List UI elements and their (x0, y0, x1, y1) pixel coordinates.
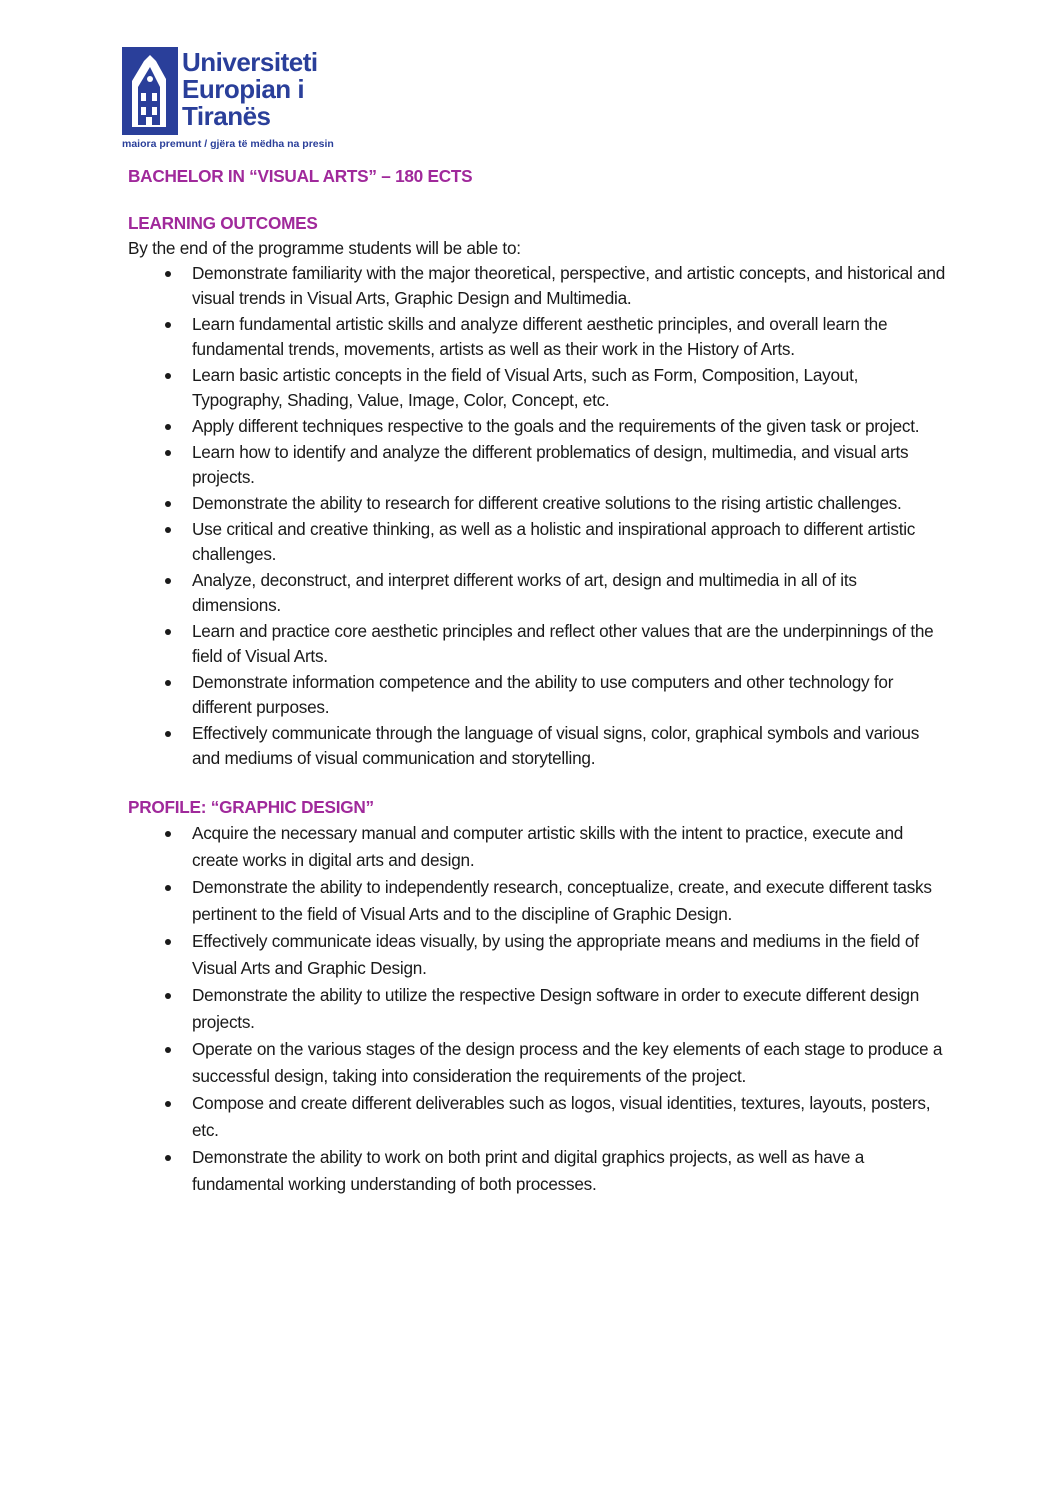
list-item: Effectively communicate through the language of visual signs, color, graphical symbols and various and mediums of visual communication and storytelling. (128, 721, 948, 771)
logo-wordmark (182, 49, 318, 130)
list-item: Learn and practice core aesthetic principles and reflect other values that are the underpinnings of the field of Visual Arts. (128, 619, 948, 669)
list-item: Demonstrate the ability to work on both print and digital graphics projects, as well as have a fundamental working understanding of both processes. (128, 1144, 948, 1198)
profile-list (128, 820, 948, 1198)
profile-heading: PROFILE: “GRAPHIC DESIGN” (128, 797, 374, 817)
programme-title: BACHELOR IN “VISUAL ARTS” – 180 ECTS (128, 166, 473, 186)
logo-line-1: Universiteti (182, 47, 318, 77)
list-item: Use critical and creative thinking, as well as a holistic and inspirational approach to different artistic challenges. (128, 517, 948, 567)
learning-outcomes-heading: LEARNING OUTCOMES (128, 213, 318, 233)
list-item: Effectively communicate ideas visually, by using the appropriate means and mediums in the field of Visual Arts and Graphic Design. (128, 928, 948, 982)
list-item: Acquire the necessary manual and computer artistic skills with the intent to practice, execute and create works in digital arts and design. (128, 820, 948, 874)
list-item: Analyze, deconstruct, and interpret different works of art, design and multimedia in all of its dimensions. (128, 568, 948, 618)
logo-line-3: Tiranës (182, 101, 271, 131)
learning-outcomes-intro: By the end of the programme students will be able to: (128, 238, 521, 258)
list-item: Demonstrate the ability to utilize the respective Design software in order to execute different design projects. (128, 982, 948, 1036)
list-item: Operate on the various stages of the design process and the key elements of each stage to produce a successful design, taking into consideration the requirements of the project. (128, 1036, 948, 1090)
list-item: Learn how to identify and analyze the different problematics of design, multimedia, and visual arts projects. (128, 440, 948, 490)
list-item: Learn basic artistic concepts in the field of Visual Arts, such as Form, Composition, Layout, Typography, Shading, Value, Image, Color, Concept, etc. (128, 363, 948, 413)
list-item: Demonstrate the ability to research for different creative solutions to the rising artistic challenges. (128, 491, 948, 516)
list-item: Apply different techniques respective to the goals and the requirements of the given task or project. (128, 414, 948, 439)
learning-outcomes-list (128, 261, 948, 771)
logo-line-2: Europian i (182, 74, 305, 104)
list-item: Learn fundamental artistic skills and analyze different aesthetic principles, and overall learn the fundamental trends, movements, artists as well as their work in the History of Arts. (128, 312, 948, 362)
list-item: Demonstrate the ability to independently research, conceptualize, create, and execute different tasks pertinent to the field of Visual Arts and to the discipline of Graphic Design. (128, 874, 948, 928)
university-logo (122, 47, 334, 151)
list-item: Compose and create different deliverables such as logos, visual identities, textures, layouts, posters, etc. (128, 1090, 948, 1144)
building-emblem-icon (122, 47, 178, 135)
list-item: Demonstrate familiarity with the major theoretical, perspective, and artistic concepts, and historical and visual trends in Visual Arts, Graphic Design and Multimedia. (128, 261, 948, 311)
list-item: Demonstrate information competence and the ability to use computers and other technology for different purposes. (128, 670, 948, 720)
logo-tagline: maiora premunt / gjëra të mëdha na presin (122, 138, 334, 150)
document-body (128, 160, 948, 1198)
